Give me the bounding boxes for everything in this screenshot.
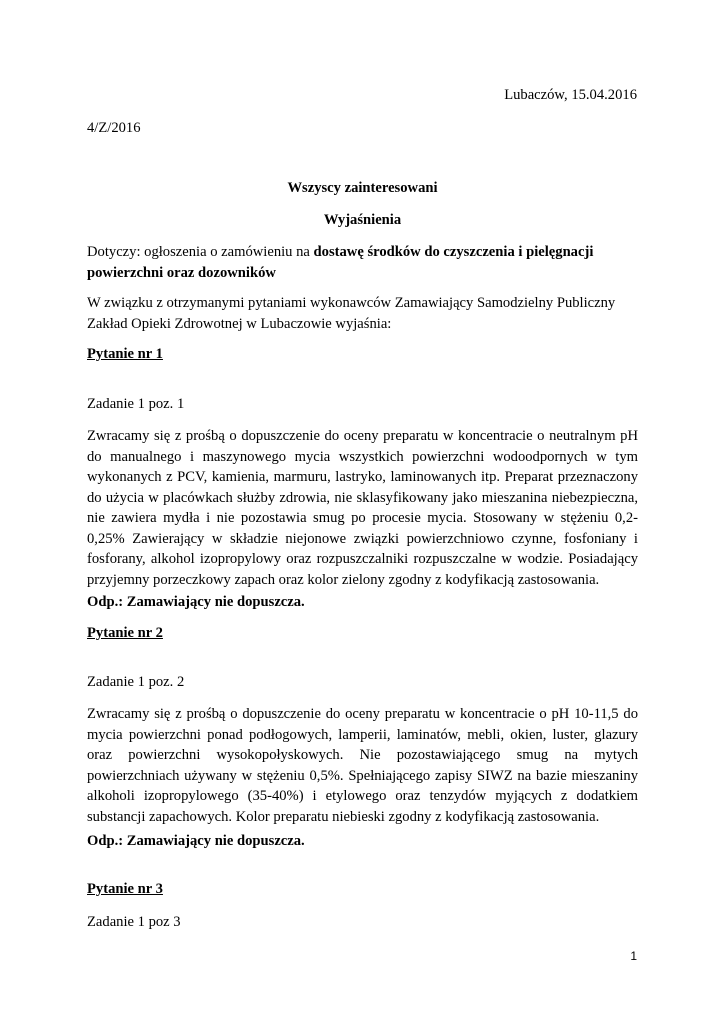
addressee: Wszyscy zainteresowani [287,180,438,196]
question-2-line: oraz powierzchni wysokopołyskowych. Nie pozostawiającego smug na mytych [87,747,638,763]
intro-paragraph [87,293,638,334]
subject-paragraph [87,242,638,283]
question-2-task: Zadanie 1 poz. 2 [87,674,185,690]
intro-line1: W związku z otrzymanymi pytaniami wykonawców Zamawiający Samodzielny Publiczny [87,295,616,311]
question-1-line: wykonanych z PCV, kamienia, marmuru, lastryko, laminowanych itp. Preparat przeznaczony [87,469,638,485]
question-2-line: substancji zapachowych. Kolor preparatu niebieski zgodny z kodyfikacją zastosowania. [87,808,600,825]
page-number: 1 [630,949,637,963]
question-2-heading: Pytanie nr 2 [87,625,163,641]
question-1-answer: Odp.: Zamawiający nie dopuszcza. [87,594,305,610]
question-2-body [87,704,638,827]
subject-bold-line1: dostawę środków do czyszczenia i pielęgnacji [313,244,594,260]
question-1-heading: Pytanie nr 1 [87,346,163,362]
question-1-line: 0,25% Zawierający w składzie niejonowe związki powierzchniowo czynne, fosfoniany i [87,530,638,547]
question-1-task: Zadanie 1 poz. 1 [87,396,185,412]
question-2-line: mycia powierzchni ponad podłogowych, lamperii, laminatów, mebli, okien, luster, glazury [87,726,638,743]
place-date: Lubaczów, 15.04.2016 [504,87,637,103]
question-1-line: do użycia w placówkach służby zdrowia, nie sklasyfikowany jako mieszanina niebezpieczna, [87,489,638,506]
subject-bold-line2: powierzchni oraz dozowników [87,264,276,281]
question-1-line: Zwracamy się z prośbą o dopuszczenie do oceny preparatu w koncentracie o neutralnym pH [87,428,638,444]
question-2-line: powierzchniach używany w stężeniu 0,5%. Spełniającego zapisy SIWZ na bazie mieszaniny [87,767,638,784]
reference-number: 4/Z/2016 [87,120,141,136]
question-1-line: fosforany, alkohol izopropylowy oraz rozpuszczalniki rozpuszczalne w wodzie. Posiadający [87,551,638,567]
question-1-line: do manualnego i maszynowego mycia wszystkich powierzchni wodoodpornych w tym [87,448,638,465]
document-title: Wyjaśnienia [323,212,402,228]
question-3-heading: Pytanie nr 3 [87,881,163,897]
subject-prefix: Dotyczy: ogłoszenia o zamówieniu na [87,244,314,260]
question-1-line: przyjemny porzeczkowy zapach oraz kolor zielony zgodny z kodyfikacją zastosowania. [87,571,600,588]
question-2-answer: Odp.: Zamawiający nie dopuszcza. [87,833,305,849]
question-1-body [87,426,638,590]
question-2-line: Zwracamy się z prośbą o dopuszczenie do oceny preparatu w koncentracie o pH 10-11,5 do [87,706,638,722]
question-2-line: alkoholi izopropylowego (35-40%) i etylowego oraz tenzydów myjących z dodatkiem [87,788,638,804]
question-3-task: Zadanie 1 poz 3 [87,914,181,930]
question-1-line: nie zawiera mydła i nie pozostawia smug po procesie mycia. Stosowany w stężeniu 0,2- [87,510,638,526]
intro-line2: Zakład Opieki Zdrowotnej w Lubaczowie wyjaśnia: [87,315,392,332]
